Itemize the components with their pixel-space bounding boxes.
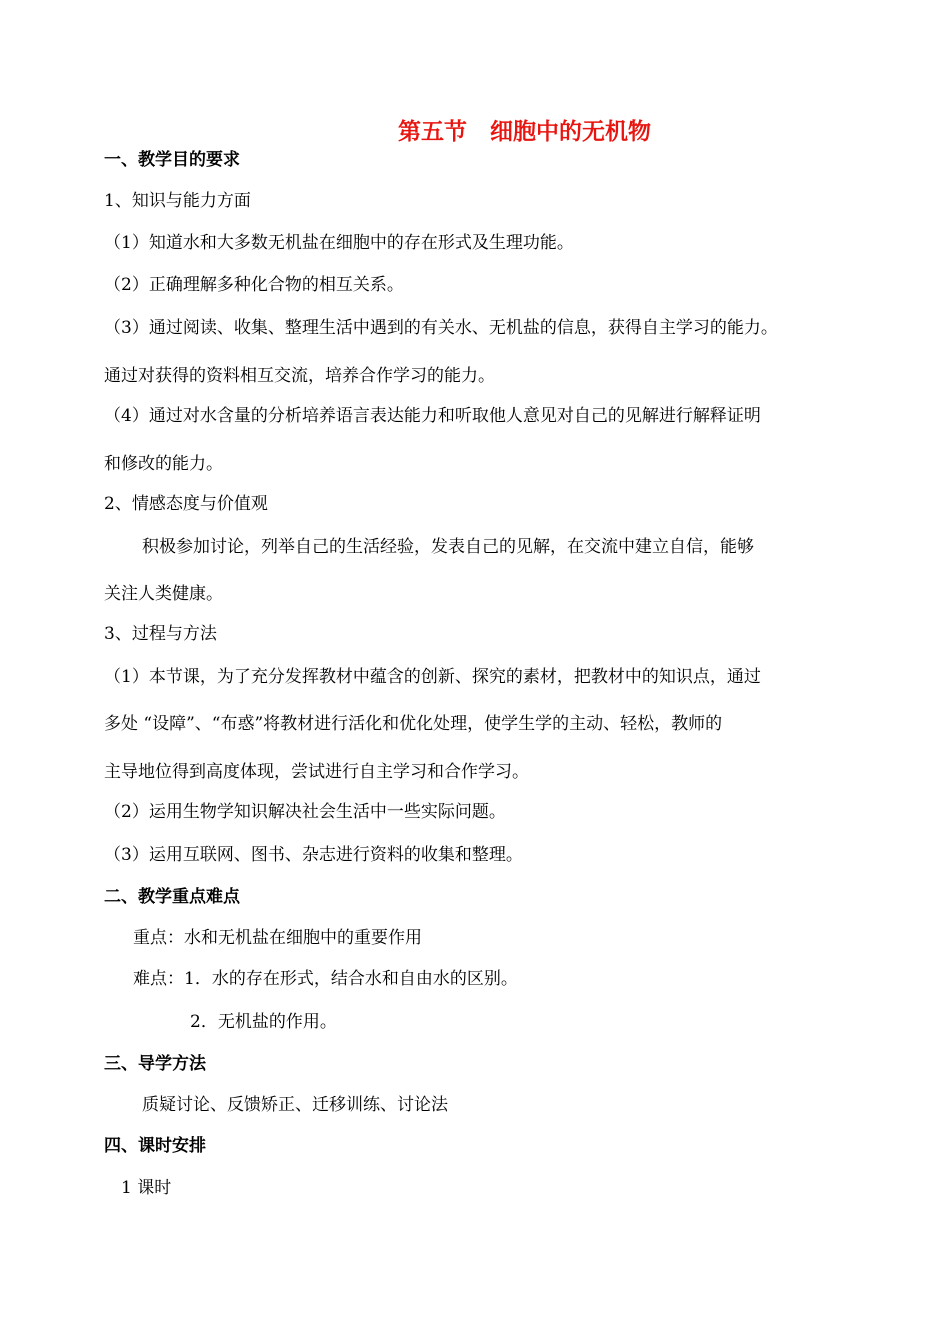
paragraph-attitude-line-1: 积极参加讨论，列举自己的生活经验，发表自己的见解，在交流中建立自信，能够 xyxy=(142,537,754,557)
subheading-knowledge: 1、知识与能力方面 xyxy=(104,191,251,211)
difficulty-text-2: 2．无机盐的作用。 xyxy=(190,1012,337,1032)
key-point-text: 重点：水和无机盐在细胞中的重要作用 xyxy=(133,928,422,948)
subheading-process: 3、过程与方法 xyxy=(104,624,217,644)
subheading-attitude: 2、情感态度与价值观 xyxy=(104,494,268,514)
paragraph-process-3: （3）运用互联网、图书、杂志进行资料的收集和整理。 xyxy=(104,845,523,865)
paragraph-item-4-line-2: 和修改的能力。 xyxy=(104,454,223,474)
difficulty-text-1: 难点：1．水的存在形式，结合水和自由水的区别。 xyxy=(133,969,518,989)
section-heading-objectives: 一、教学目的要求 xyxy=(104,150,240,170)
method-text: 质疑讨论、反馈矫正、迁移训练、讨论法 xyxy=(142,1095,448,1115)
section-heading-schedule: 四、课时安排 xyxy=(104,1136,206,1156)
schedule-text: 1 课时 xyxy=(121,1178,172,1198)
paragraph-process-2: （2）运用生物学知识解决社会生活中一些实际问题。 xyxy=(104,802,506,822)
paragraph-item-3-line-1: （3）通过阅读、收集、整理生活中遇到的有关水、无机盐的信息，获得自主学习的能力。 xyxy=(104,318,778,338)
page-title: 第五节 细胞中的无机物 xyxy=(398,118,651,145)
paragraph-process-1-line-2: 多处 “设障”、“布惑”将教材进行活化和优化处理，使学生学的主动、轻松，教师的 xyxy=(104,714,723,734)
paragraph-item-2: （2）正确理解多种化合物的相互关系。 xyxy=(104,275,404,295)
section-heading-method: 三、导学方法 xyxy=(104,1054,206,1074)
paragraph-attitude-line-2: 关注人类健康。 xyxy=(104,584,223,604)
paragraph-process-1-line-3: 主导地位得到高度体现，尝试进行自主学习和合作学习。 xyxy=(104,762,529,782)
paragraph-process-1-line-1: （1）本节课，为了充分发挥教材中蕴含的创新、探究的素材，把教材中的知识点，通过 xyxy=(104,667,761,687)
paragraph-item-3-line-2: 通过对获得的资料相互交流，培养合作学习的能力。 xyxy=(104,366,495,386)
paragraph-item-4-line-1: （4）通过对水含量的分析培养语言表达能力和听取他人意见对自己的见解进行解释证明 xyxy=(104,406,761,426)
paragraph-item-1: （1）知道水和大多数无机盐在细胞中的存在形式及生理功能。 xyxy=(104,233,574,253)
section-heading-key-points: 二、教学重点难点 xyxy=(104,887,240,907)
